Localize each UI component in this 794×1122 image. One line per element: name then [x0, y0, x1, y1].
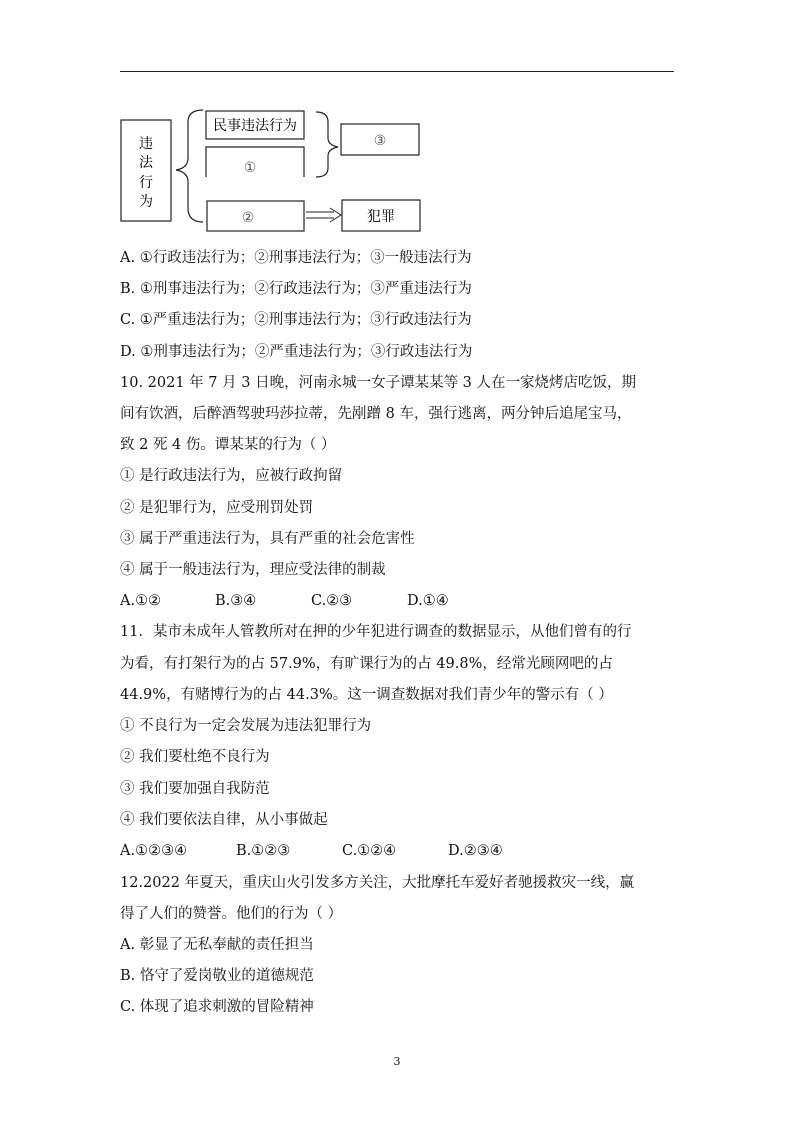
- root-char-3: 行: [139, 175, 153, 191]
- q10-stem-line-1: 10. 2021 年 7 月 3 日晚，河南永城一女子谭某某等 3 人在一家烧烤店吃饭，期: [120, 375, 637, 391]
- q11-choice-d: D.②③④: [448, 843, 503, 859]
- q11-choice-a: A.①②③④: [120, 843, 188, 859]
- q10-stem-line-3: 致 2 死 4 伤。谭某某的行为（ ）: [120, 437, 336, 453]
- q10-choice-d: D.①④: [407, 593, 449, 609]
- q10-choices: [120, 591, 449, 611]
- q12-stem-line-1: 12.2022 年夏天，重庆山火引发多方关注，大批摩托车爱好者驰援救灾一线，赢: [120, 875, 635, 891]
- q11-choice-b: B.①②③: [236, 843, 291, 859]
- blank1-label: ①: [243, 160, 257, 176]
- q10-item-3: ③ 属于严重违法行为，具有严重的社会危害性: [120, 531, 415, 547]
- q11-stem-line-1: 11．某市未成年人管教所对在押的少年犯进行调查的数据显示，从他们曾有的行: [120, 624, 632, 640]
- q10-item-2: ② 是犯罪行为，应受刑罚处罚: [120, 500, 314, 516]
- left-brace: [176, 110, 203, 222]
- q11-item-2: ② 我们要杜绝不良行为: [120, 749, 270, 765]
- q9-option-d: D. ①刑事违法行为；②严重违法行为；③行政违法行为: [120, 344, 473, 360]
- q11-stem-line-3: 44.9%，有赌博行为的占 44.3%。这一调查数据对我们青少年的警示有（ ）: [120, 687, 613, 703]
- q10-stem-line-2: 间有饮酒，后醉酒驾驶玛莎拉蒂，先剐蹭 8 车，强行逃离，两分钟后追尾宝马，: [120, 406, 632, 422]
- right-brace: [316, 112, 338, 177]
- crime-label: 犯罪: [367, 209, 395, 225]
- q12-option-c: C. 体现了追求刺激的冒险精神: [120, 999, 314, 1015]
- root-char-4: 为: [139, 194, 153, 210]
- q12-option-b: B. 恪守了爱岗敬业的道德规范: [120, 968, 314, 984]
- q11-item-3: ③ 我们要加强自我防范: [120, 781, 270, 797]
- law-diagram: [0, 0, 794, 240]
- q10-item-4: ④ 属于一般违法行为，理应受法律的制裁: [120, 562, 386, 578]
- root-char-2: 法: [139, 155, 153, 171]
- q10-choice-b: B.③④: [215, 593, 257, 609]
- arrow-icon: [306, 208, 341, 222]
- q11-choice-c: C.①②④: [342, 843, 397, 859]
- q10-choice-c: C.②③: [311, 593, 353, 609]
- q9-option-a: A. ①行政违法行为；②刑事违法行为；③一般违法行为: [120, 250, 472, 266]
- page-number: 3: [393, 1055, 401, 1068]
- blank3-label: ③: [373, 133, 387, 149]
- q9-option-c: C. ①严重违法行为；②刑事违法行为；③行政违法行为: [120, 312, 472, 328]
- blank2-box: [207, 201, 304, 231]
- civil-label: 民事违法行为: [213, 118, 297, 134]
- q9-option-b: B. ①刑事违法行为；②行政违法行为；③严重违法行为: [120, 281, 472, 297]
- q12-stem-line-2: 得了人们的赞誉。他们的行为（ ）: [120, 906, 343, 922]
- q10-choice-a: A.①②: [120, 593, 162, 609]
- q11-choices: [120, 841, 503, 861]
- q11-item-1: ① 不良行为一定会发展为违法犯罪行为: [120, 718, 372, 734]
- q12-option-a: A. 彰显了无私奉献的责任担当: [120, 937, 314, 953]
- q11-item-4: ④ 我们要依法自律，从小事做起: [120, 812, 328, 828]
- q11-stem-line-2: 为看，有打架行为的占 57.9%，有旷课行为的占 49.8%，经常光顾网吧的占: [120, 656, 613, 672]
- q10-item-1: ① 是行政违法行为，应被行政拘留: [120, 468, 343, 484]
- blank2-label: ②: [241, 210, 255, 226]
- root-char-1: 违: [139, 136, 153, 152]
